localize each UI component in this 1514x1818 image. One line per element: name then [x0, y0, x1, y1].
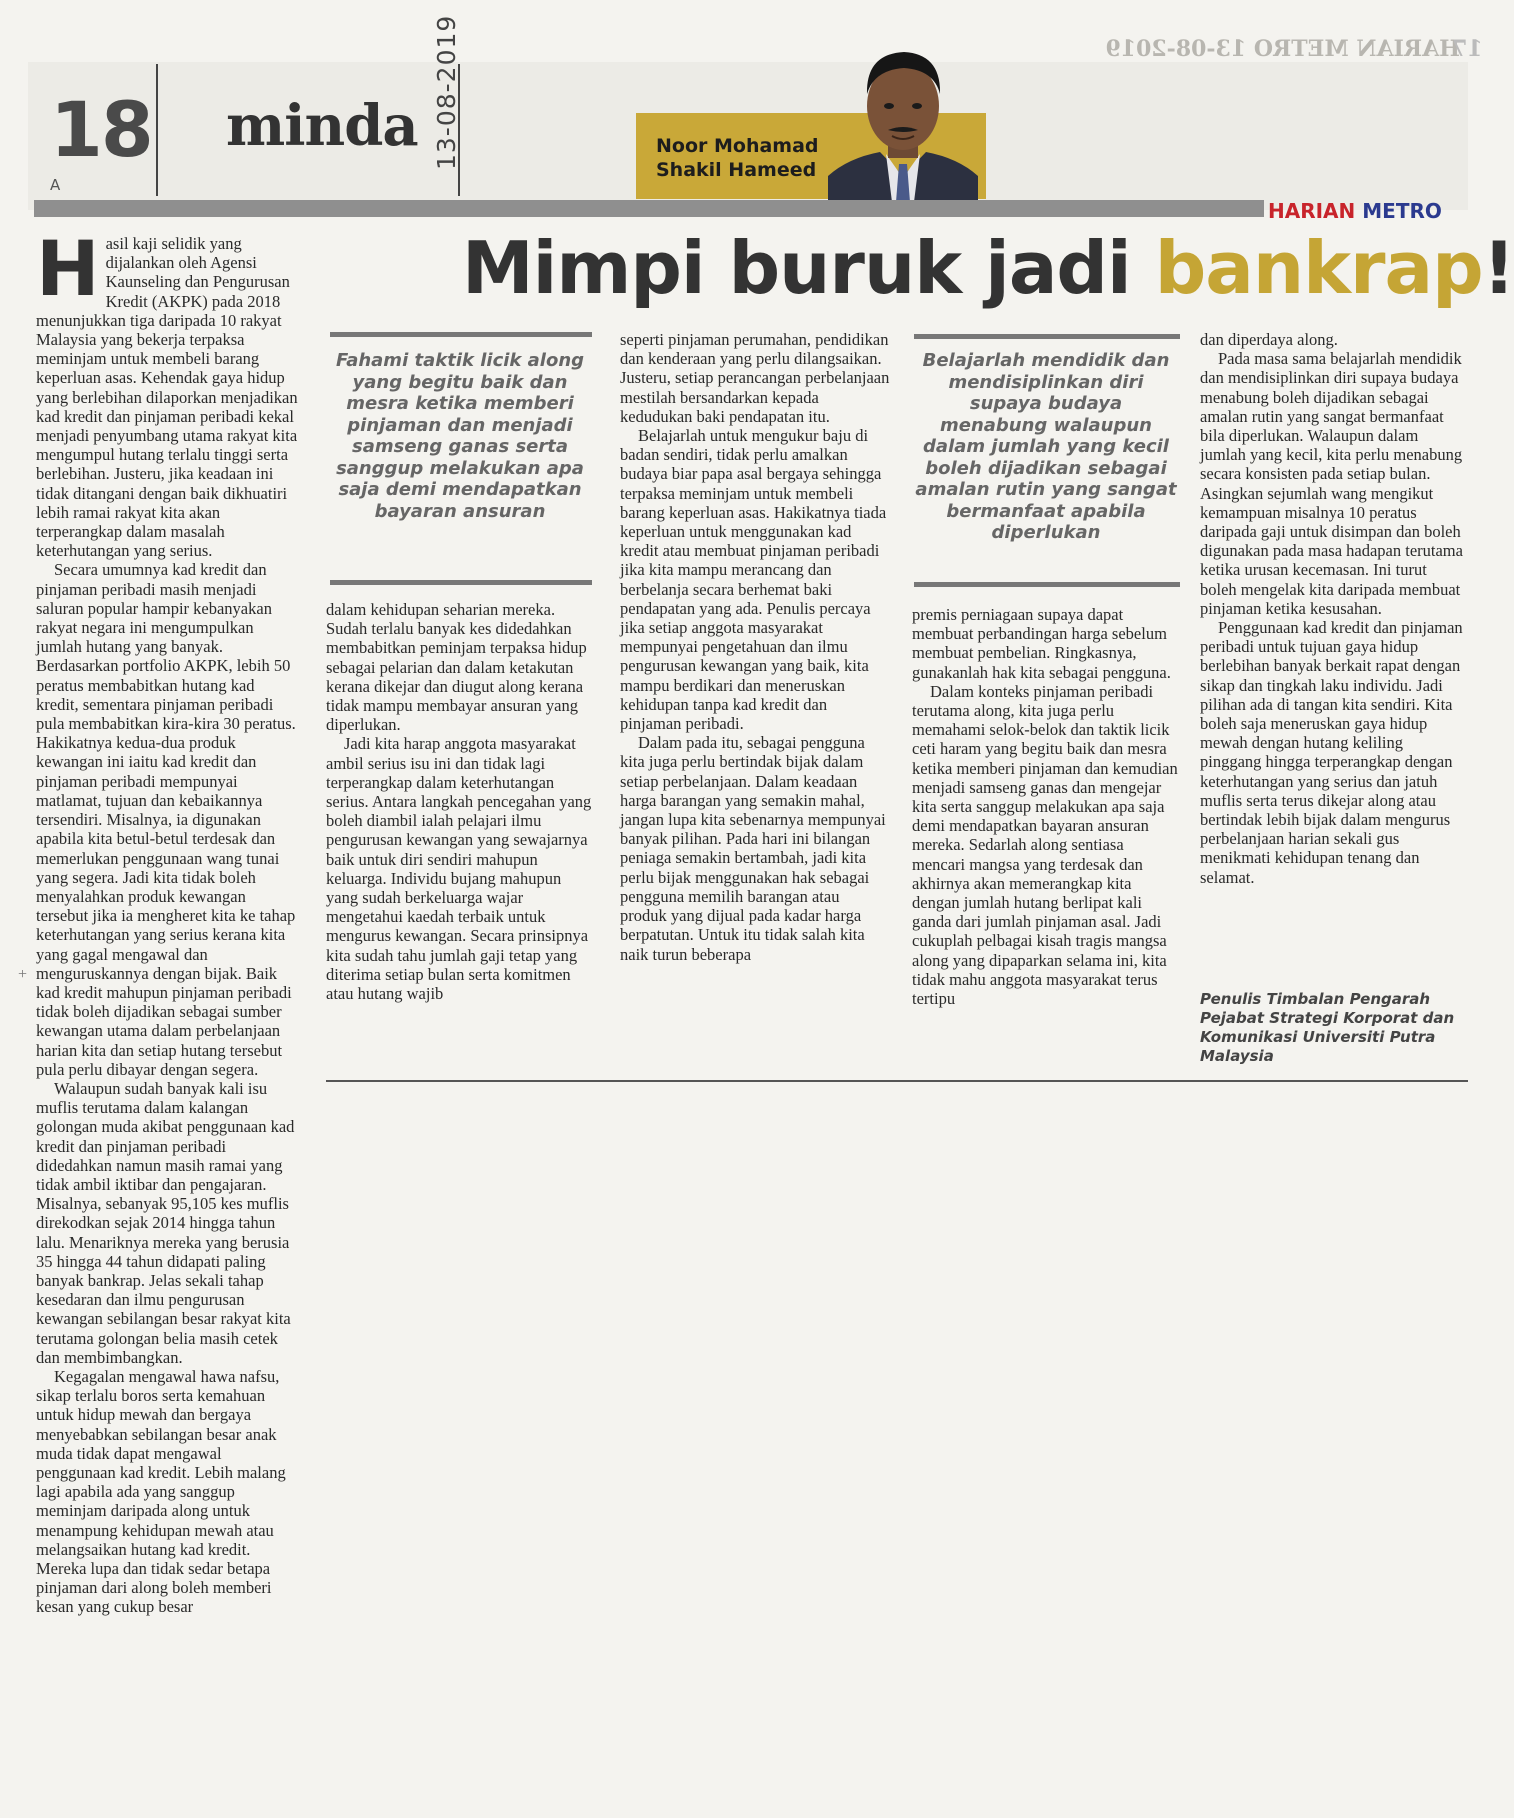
section-title: minda: [226, 93, 418, 159]
paragraph: Penggunaan kad kredit dan pinjaman peribadi untuk tujuan gaya hidup berlebihan banyak berkait rapat dengan sikap dan tingkah laku individu. Jadi pilihan ada di tangan kita sendiri. Kita boleh saja meneruskan gaya hidup mewah dengan hutang keliling pinggang hingga terperangkap dengan keterhutangan yang serius dan jatuh muflis serta terus dikejar along atau bertindak lebih bijak dalam mengurus perbelanjaan harian sekali gus menikmati kehidupan tenang dan selamat.: [1200, 618, 1463, 887]
paragraph-text: asil kaji selidik yang dijalankan oleh Agensi Kaunseling dan Pengurusan Kredit (AKPK) pada 2018 menunjukkan tiga daripada 10 rakyat Malaysia yang bekerja terpaksa meminjam untuk membeli barang keperluan asas. Kehendak gaya hidup yang berlebihan dilaporkan menjadikan kad kredit dan pinjaman peribadi kekal menjadi penyumbang utama rakyat kita mengumpul hutang terlalu tinggi serta berlebihan. Justeru, jika keadaan ini tidak ditangani dengan baik dikhuatiri lebih ramai rakyat kita akan terperangkap dalam masalah keterhutangan yang serius.: [36, 234, 298, 561]
article-column-2: [326, 600, 592, 1003]
header-divider: [156, 64, 158, 196]
page-number: 18: [50, 85, 152, 174]
issue-date: 13-08-2019: [432, 14, 461, 170]
paragraph: dalam kehidupan seharian mereka. Sudah terlalu banyak kes didedahkan membabitkan peminjam terpaksa hidup sebagai pelarian dan dalam ketakutan kerana dikejar dan diugut along kerana tidak mampu membayar ansuran yang diperlukan.: [326, 600, 587, 735]
paragraph: Jadi kita harap anggota masyarakat ambil serius isu ini dan tidak lagi terperangkap dalam keterhutangan serius. Antara langkah pencegahan yang boleh diambil ialah pelajari ilmu pengurusan kewangan yang sewajarnya baik untuk diri sendiri mahupun keluarga. Individu bujang mahupun yang sudah berkeluarga wajar mengetahui kaedah terbaik untuk mengurus kewangan. Secara prinsipnya kita sudah tahu jumlah gaji tetap yang diterima setiap bulan serta komitmen atau hutang wajib: [326, 734, 592, 1004]
page-suffix: A: [50, 176, 61, 194]
paragraph: Kegagalan mengawal hawa nafsu, sikap terlalu boros serta kemahuan untuk hidup mewah dan bergaya menyebabkan sebilangan besar anak muda tidak dapat mengawal penggunaan kad kredit. Lebih malang lagi apabila ada yang sanggup meminjam daripada along untuk menampung kehidupan mewah atau melangsaikan hutang kad kredit. Mereka lupa dan tidak sedar betapa pinjaman dari along boleh memberi kesan yang cukup besar: [36, 1366, 286, 1617]
article-column-4: [912, 605, 1178, 1008]
paragraph: dan diperdaya along.: [1200, 330, 1338, 349]
bleed-through-page: 17: [1452, 36, 1483, 62]
paragraph: Walaupun sudah banyak kali isu muflis terutama dalam kalangan golongan muda akibat penggunaan kad kredit dan pinjaman peribadi didedahkan namun masih ramai yang tidak ambil iktibar dan pengajaran. Misalnya, sebanyak 95,105 kes muflis direkodkan sejak 2014 hingga tahun lalu. Menariknya mereka yang berusia 35 hingga 44 tahun didapati paling banyak bankrap. Jelas sekali tahap kesedaran dan ilmu pengurusan kewangan sebilangan besar rakyat kita terutama golongan belia masih cetek dan membimbangkan.: [36, 1078, 295, 1367]
article-column-5: [1200, 330, 1466, 887]
registration-mark-icon: +: [18, 966, 28, 983]
pullquote-rule-bottom: [330, 580, 592, 585]
header-rule: [34, 200, 1264, 217]
pullquote-2: Belajarlah mendidik dan mendisiplinkan diri supaya budaya menabung walaupun dalam jumlah yang kecil boleh dijadikan sebagai amalan rutin yang sangat bermanfaat apabila diperlukan: [915, 350, 1177, 543]
paragraph: Belajarlah untuk mengukur baju di badan sendiri, tidak perlu amalkan budaya biar papa asal bergaya sehingga terpaksa meminjam untuk membeli barang keperluan asas. Hakikatnya tiada keperluan untuk menggunakan kad kredit atau membuat pinjaman peribadi jika kita mampu merancang dan berbelanja secara berhemat baki pendapatan yang ada. Penulis percaya jika setiap anggota masyarakat mempunyai pengetahuan dan ilmu pengurusan kewangan yang baik, kita mampu berdikari dan meneruskan kehidupan tanpa kad kredit dan pinjaman peribadi.: [620, 426, 887, 734]
pullquote-1: Fahami taktik licik along yang begitu baik dan mesra ketika memberi pinjaman dan menjadi samseng ganas serta sanggup melakukan apa saja demi mendapatkan bayaran ansuran: [335, 350, 585, 522]
pullquote-rule-top: [330, 332, 592, 337]
portrait-icon: [828, 36, 978, 202]
brand-logo: [1268, 199, 1442, 223]
paragraph: Pada masa sama belajarlah mendidik dan mendisiplinkan diri supaya budaya menabung boleh dijadikan sebagai amalan rutin yang sangat bermanfaat bila diperlukan. Walaupun dalam jumlah yang kecil, kita perlu menabung secara konsisten pada setiap bulan. Asingkan sejumlah wang mengikut kemampuan misalnya 10 peratus daripada gaji untuk disimpan dan boleh digunakan pada masa hadapan terutama ketika urusan kecemasan. Ini turut boleh mengelak kita daripada membuat pinjaman ketika kesusahan.: [1200, 349, 1463, 618]
paragraph: Secara umumnya kad kredit dan pinjaman peribadi masih menjadi saluran popular hampir kebanyakan rakyat negara ini mengumpulkan jumlah hutang yang banyak. Berdasarkan portfolio AKPK, lebih 50 peratus membabitkan hutang kad kredit, sementara pinjaman peribadi pula membabitkan kira-kira 30 peratus. Hakikatnya kedua-dua produk kewangan ini iaitu kad kredit dan pinjaman peribadi mempunyai matlamat, tujuan dan kebaikannya tersendiri. Misalnya, ia digunakan apabila kita betul-betul terdesak dan memerlukan penggunaan wang tunai yang segera. Jadi kita tidak boleh menyalahkan produk kewangan tersebut jika ia mengheret kita ke tahap keterhutangan yang serius kerana kita yang gagal mengawal dan menguruskannya dengan bijak. Baik kad kredit mahupun pinjaman peribadi tidak boleh dijadikan sebagai sumber kewangan utama dalam perbelanjaan harian kita dan setiap hutang tersebut pula perlu dibayar dengan segera.: [36, 560, 296, 1079]
paragraph: [36, 224, 298, 561]
drop-cap: H: [36, 224, 100, 313]
headline-end: !: [1482, 226, 1514, 310]
headline-main: Mimpi buruk jadi: [462, 226, 1131, 310]
brand-part-harian: HARIAN: [1268, 199, 1356, 223]
pullquote-rule-top: [914, 334, 1180, 339]
article-column-1: [36, 224, 298, 1617]
paragraph: seperti pinjaman perumahan, pendidikan dan kenderaan yang perlu dilangsaikan. Justeru, setiap perancangan perbelanjaan mestilah bersandarkan kepada kedudukan baki pendapatan itu.: [620, 330, 890, 426]
paragraph: premis perniagaan supaya dapat membuat perbandingan harga sebelum membuat pembelian. Ringkasnya, gunakanlah hak kita sebagai pengguna.: [912, 605, 1171, 682]
author-name: Noor Mohamad Shakil Hameed: [656, 135, 819, 181]
article-bottom-rule: [326, 1080, 1468, 1082]
brand-part-metro: METRO: [1362, 199, 1442, 223]
paragraph: Dalam konteks pinjaman peribadi terutama along, kita juga perlu memahami selok-belok dan taktik licik ceti haram yang begitu baik dan mesra ketika memberi pinjaman dan kemudian menjadi samseng ganas dan mengejar kita serta sanggup melakukan apa saja demi mendapatkan bayaran ansuran mereka. Sedarlah along sentiasa mencari mangsa yang terdesak dan akhirnya akan memerangkap kita dengan jumlah hutang berlipat kali ganda dari jumlah pinjaman asal. Jadi cukuplah pelbagai kisah tragis mangsa along yang dipaparkan selama ini, kita tidak mahu anggota masyarakat terus tertipu: [912, 681, 1178, 1009]
paragraph: Dalam pada itu, sebagai pengguna kita juga perlu bertindak bijak dalam setiap perbelanjaan. Dalam keadaan harga barangan yang semakin mahal, jangan lupa kita sebenarnya mempunyai banyak pilihan. Pada hari ini bilangan peniaga semakin bertambah, jadi kita perlu bijak menggunakan hak sebagai pengguna memilih barangan atau produk yang dijual pada kadar harga berpatutan. Untuk itu tidak salah kita naik turun beberapa: [620, 733, 886, 964]
headline-accent: bankrap: [1154, 226, 1483, 310]
headline: [462, 226, 1514, 310]
bleed-through-text: HARIAN METRO 13-08-2019: [1105, 36, 1460, 62]
author-portrait: [828, 36, 978, 202]
author-credit: Penulis Timbalan Pengarah Pejabat Strategi Korporat dan Komunikasi Universiti Putra Malaysia: [1200, 990, 1455, 1065]
pullquote-rule-bottom: [914, 582, 1180, 587]
article-column-3: [620, 330, 890, 964]
